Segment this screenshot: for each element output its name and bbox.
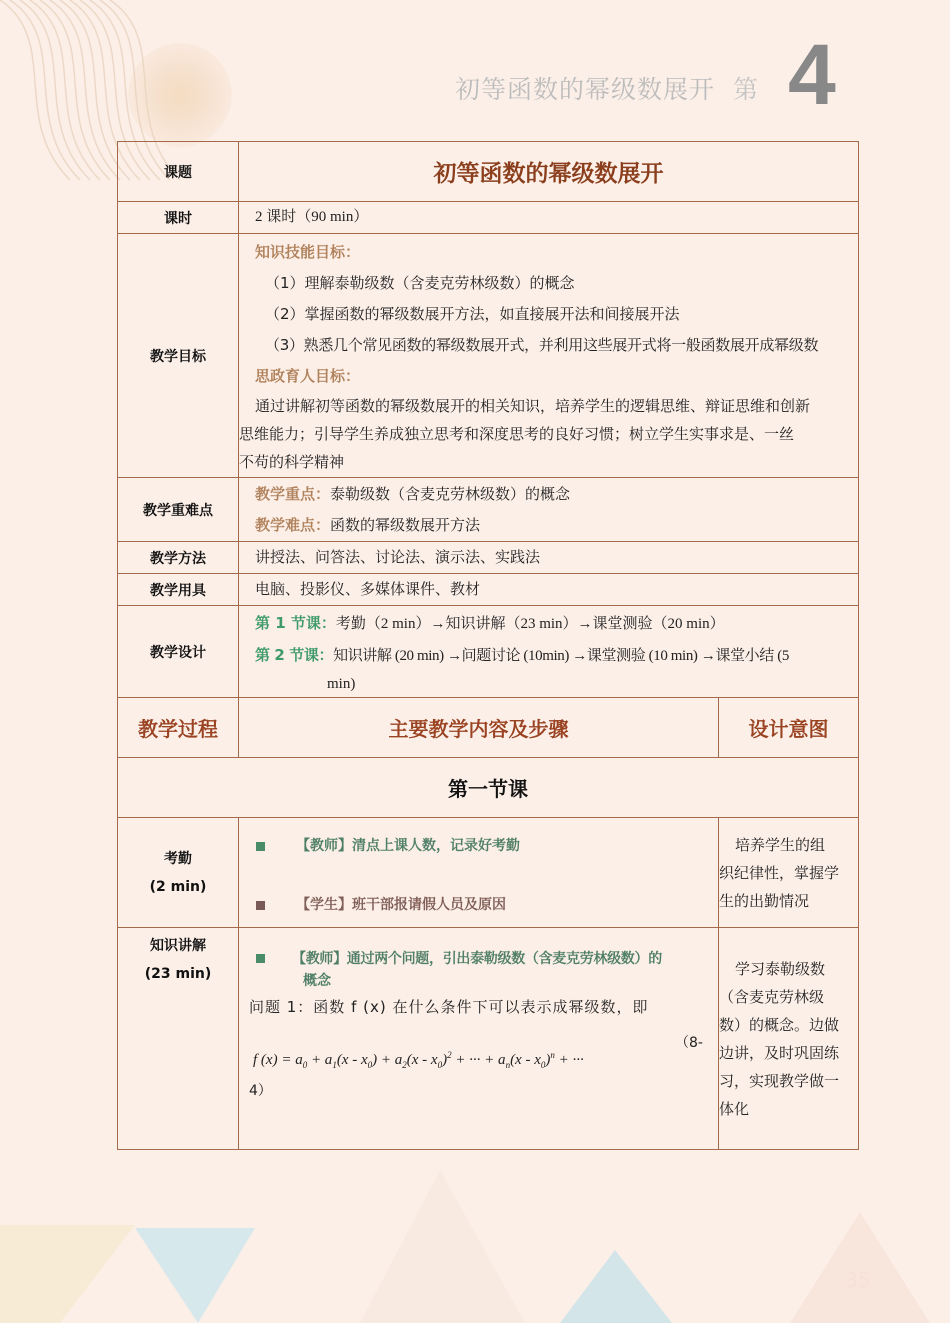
label-lecture — [118, 928, 239, 1150]
label-topic: 课题 — [118, 142, 239, 202]
decor-circle — [128, 43, 232, 147]
chapter-word: 第 — [733, 75, 759, 104]
lesson2-continuation: min) — [327, 675, 356, 692]
focus-line — [239, 479, 858, 510]
question-1: 问题 1：函数 f (x) 在什么条件下可以表示成幂级数，即 — [249, 998, 649, 1016]
lecture-intent — [719, 928, 859, 1150]
lesson2-label: 第 2 节课： — [255, 645, 334, 664]
row-hours — [118, 202, 859, 234]
lecture-intent-line-1: 学习泰勒级数 — [735, 959, 826, 978]
taylor-series-formula: f $(x) = a_0 + a_1(x - x_0) + a_2(x - x_0)^2$ + ··· + $a_n(x - x_0)^n$ + ··· — [253, 1050, 584, 1070]
lesson1-text: 考勤（2 min）→知识讲解（23 min）→课堂测验（20 min） — [335, 615, 725, 632]
equation-number-part-1: （8- — [675, 1035, 703, 1051]
row-attendance — [118, 818, 859, 928]
column-header-intent: 设计意图 — [719, 698, 859, 758]
lecture-time: (23 min) — [144, 966, 212, 982]
section-title: 第一节课 — [118, 758, 859, 818]
difficulty-label: 教学难点： — [255, 515, 331, 534]
column-header-process: 教学过程 — [118, 698, 239, 758]
lesson-plan-table — [117, 141, 859, 1150]
label-objectives: 教学目标 — [118, 234, 239, 478]
attendance-label: 考勤 — [164, 850, 192, 867]
skill-goals-title: 知识技能目标： — [255, 242, 361, 261]
row-column-headers — [118, 698, 859, 758]
bullet-square-icon — [256, 954, 265, 963]
label-attendance — [118, 818, 239, 928]
lecture-teacher-item — [239, 948, 718, 968]
lecture-intent-line-6: 体化 — [719, 1099, 750, 1118]
lecture-intent-line-2: （含麦克劳林级 — [719, 987, 825, 1006]
ideology-line-3: 不苟的科学精神 — [239, 452, 345, 471]
decor-triangle-3 — [360, 1170, 525, 1323]
lecture-intent-line-4: 边讲，及时巩固练 — [719, 1043, 840, 1062]
row-lecture — [118, 928, 859, 1150]
attendance-teacher-item — [239, 831, 718, 862]
lesson1-line — [239, 608, 858, 640]
difficulty-line — [239, 510, 858, 541]
attendance-intent-line-3: 生的出勤情况 — [719, 891, 810, 910]
lecture-label: 知识讲解 — [150, 938, 206, 954]
row-methods — [118, 542, 859, 574]
row-tools — [118, 574, 859, 606]
bullet-square-icon — [256, 842, 265, 851]
decor-triangle-4 — [560, 1250, 672, 1323]
running-title: 初等函数的幂级数展开 — [455, 75, 716, 104]
equation-number-part-2: 4） — [249, 1083, 272, 1099]
row-key-points — [118, 478, 859, 542]
lesson2-text: 知识讲解 (20 min) →问题讨论 (10min) →课堂测验 (10 min) →课堂小结 (5 — [333, 647, 789, 664]
skill-goal-3: （3）熟悉几个常见函数的幂级数展开式，并利用这些展开式将一般函数展开成幂级数 — [265, 335, 819, 354]
equation-row — [239, 1028, 718, 1076]
lecture-teacher-line-2: 概念 — [303, 973, 331, 989]
focus-label: 教学重点： — [255, 484, 331, 503]
attendance-student-text: 【学生】班干部报请假人员及原因 — [296, 896, 506, 913]
lecture-intent-line-5: 习，实现教学做一 — [719, 1071, 840, 1090]
decor-triangle-2 — [135, 1228, 255, 1323]
skill-goal-1: （1）理解泰勒级数（含麦克劳林级数）的概念 — [265, 273, 575, 292]
row-section-title — [118, 758, 859, 818]
attendance-time: (2 min) — [149, 878, 207, 895]
label-tools: 教学用具 — [118, 574, 239, 606]
label-design: 教学设计 — [118, 606, 239, 698]
row-objectives — [118, 234, 859, 478]
lesson2-line — [239, 640, 858, 672]
lecture-content — [239, 928, 719, 1150]
label-hours: 课时 — [118, 202, 239, 234]
methods-value: 讲授法、问答法、讨论法、演示法、实践法 — [255, 548, 541, 566]
attendance-teacher-text: 【教师】清点上课人数，记录好考勤 — [296, 837, 520, 854]
ideology-line-2: 思维能力；引导学生养成独立思考和深度思考的良好习惯；树立学生实事求是、一丝 — [239, 424, 795, 443]
attendance-intent — [719, 818, 859, 928]
skill-goal-2: （2）掌握函数的幂级数展开方法，如直接展开法和间接展开法 — [265, 304, 680, 323]
column-header-content: 主要教学内容及步骤 — [239, 698, 719, 758]
row-design — [118, 606, 859, 698]
ideology-line-1: 通过讲解初等函数的幂级数展开的相关知识，培养学生的逻辑思维、辩证思维和创新 — [255, 396, 811, 415]
row-topic — [118, 142, 859, 202]
attendance-intent-line-1: 培养学生的组 — [735, 835, 826, 854]
attendance-intent-line-2: 织纪律性，掌握学 — [719, 863, 840, 882]
label-methods: 教学方法 — [118, 542, 239, 574]
lesson1-label: 第 1 节课： — [255, 613, 336, 632]
lecture-teacher-line-1: 【教师】通过两个问题，引出泰勒级数（含麦克劳林级数）的 — [292, 951, 662, 967]
ideology-goals-title: 思政育人目标： — [255, 366, 361, 385]
decor-triangle-1 — [0, 1225, 135, 1323]
difficulty-text: 函数的幂级数展开方法 — [330, 515, 481, 534]
attendance-student-item — [239, 890, 718, 921]
hours-value: 2 课时（90 min） — [255, 209, 369, 225]
page-number: 35 — [845, 1268, 871, 1292]
topic-title: 初等函数的幂级数展开 — [239, 142, 859, 202]
tools-value: 电脑、投影仪、多媒体课件、教材 — [255, 580, 481, 598]
lecture-intent-line-3: 数）的概念。边做 — [719, 1015, 840, 1034]
label-key-points: 教学重难点 — [118, 478, 239, 542]
bullet-square-icon — [256, 901, 265, 910]
focus-text: 泰勒级数（含麦克劳林级数）的概念 — [330, 484, 571, 503]
chapter-number: 4 — [788, 27, 836, 123]
